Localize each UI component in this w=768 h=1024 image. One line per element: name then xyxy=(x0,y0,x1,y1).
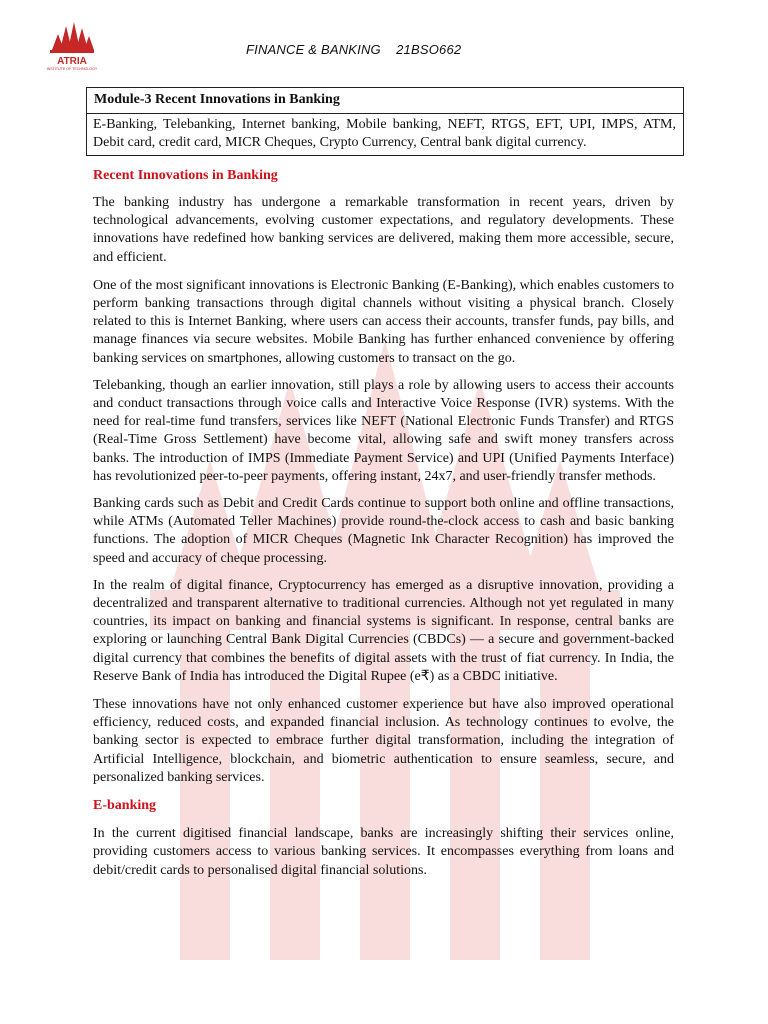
logo-subtext: INSTITUTE OF TECHNOLOGY xyxy=(46,67,98,71)
paragraph: In the realm of digital finance, Cryptocurrency has emerged as a disruptive innovation, providing a decentralized and transparent alternative to traditional currencies. Although not yet regulated in many countries, its impact on banking and financial systems is significant. In response, central banks are exploring or launching Central Bank Digital Currencies (CBDCs) — a secure and government-backed digital currency that combines the benefits of digital assets with the trust of fiat currency. In India, the Reserve Bank of India has introduced the Digital Rupee (e₹) as a CBDC initiative. xyxy=(93,577,674,684)
paragraph: These innovations have not only enhanced customer experience but have also improved operational efficiency, reduced costs, and expanded financial inclusion. As technology continues to evolve, the banking sector is expected to embrace further digital transformation, including the integration of Artificial Intelligence, blockchain, and biometric authentication to ensure seamless, secure, and personalized banking services. xyxy=(93,697,674,785)
paragraph: The banking industry has undergone a remarkable transformation in recent years, driven by technological advancements, evolving customer expectations, and regulatory developments. These innovations have redefined how banking services are delivered, making them more accessible, secure, and efficient. xyxy=(93,195,674,265)
document-body xyxy=(93,166,674,880)
paragraph: Banking cards such as Debit and Credit Cards continue to support both online and offline transactions, while ATMs (Automated Teller Machines) provide round-the-clock access to cash and basic banking functions. The adoption of MICR Cheques (Magnetic Ink Character Recognition) has improved the speed and accuracy of cheque processing. xyxy=(93,496,674,566)
paragraph: In the current digitised financial landscape, banks are increasingly shifting their services online, providing customers access to various banking services. It encompasses everything from loans and debit/credit cards to personalised digital financial solutions. xyxy=(93,826,674,878)
atria-logo-icon xyxy=(46,20,98,72)
page-header-title: FINANCE & BANKING 21BSO662 xyxy=(246,42,462,57)
logo-text: ATRIA xyxy=(57,56,87,67)
module-info-box xyxy=(86,87,684,156)
section-heading-recent-innovations: Recent Innovations in Banking xyxy=(93,168,278,183)
paragraph: Telebanking, though an earlier innovation, still plays a role by allowing users to access their accounts and conduct transactions through voice calls and Interactive Voice Response (IVR) systems. With the need for real-time fund transfers, services like NEFT (National Electronic Funds Transfer) and RTGS (Real-Time Gross Settlement) have become vital, allowing safe and swift money transfers across banks. The introduction of IMPS (Immediate Payment Service) and UPI (Unified Payments Interface) has revolutionized peer-to-peer payments, offering instant, 24x7, and user-friendly transfer methods. xyxy=(93,377,674,484)
module-topics: E-Banking, Telebanking, Internet banking, Mobile banking, NEFT, RTGS, EFT, UPI, IMPS, ATM, Debit card, credit card, MICR Cheques, Crypto Currency, Central bank digital currency. xyxy=(93,117,676,150)
module-title: Module-3 Recent Innovations in Banking xyxy=(87,88,683,114)
paragraph: One of the most significant innovations is Electronic Banking (E-Banking), which enables customers to perform banking transactions through digital channels without visiting a physical branch. Closely related to this is Internet Banking, where users can access their accounts, transfer funds, pay bills, and manage finances via secure websites. Mobile Banking has further enhanced convenience by offering banking services on smartphones, allowing customers to transact on the go. xyxy=(93,277,674,366)
section-heading-e-banking: E-banking xyxy=(93,798,157,814)
